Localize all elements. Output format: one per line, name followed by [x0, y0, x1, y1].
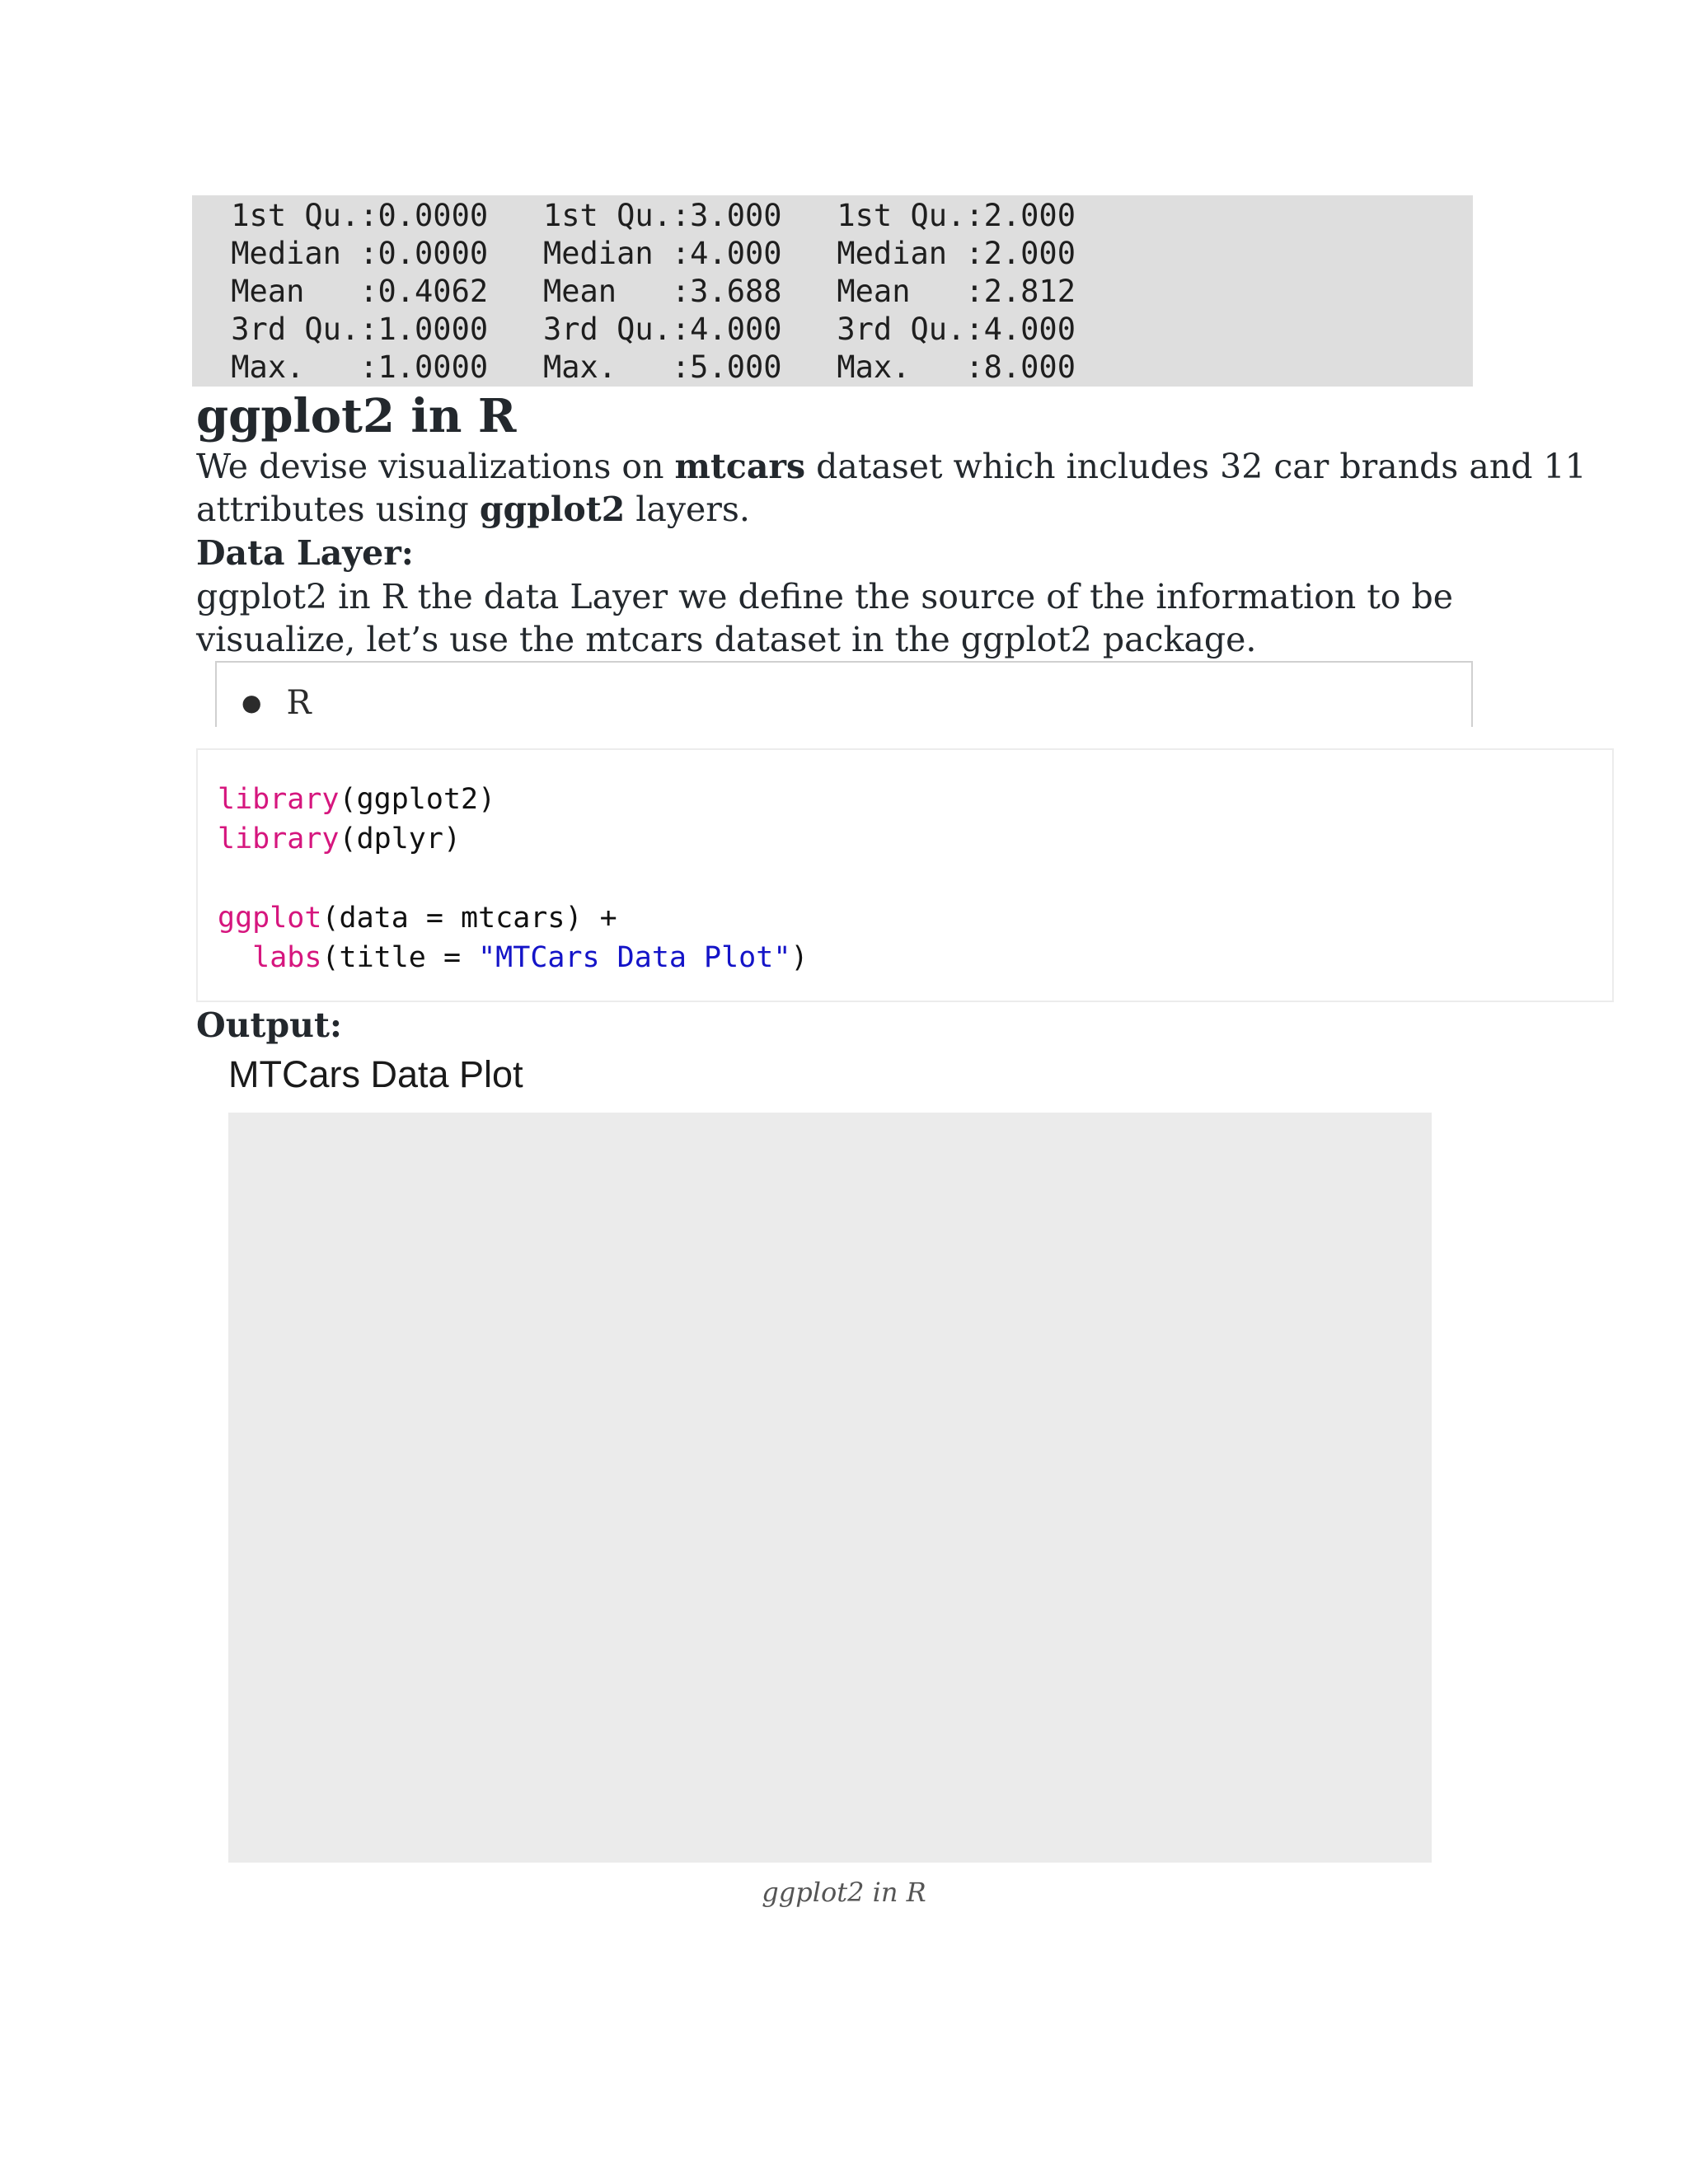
intro-text: attributes using — [196, 490, 480, 529]
summary-line: Max. :1.0000 Max. :5.000 Max. :8.000 — [213, 349, 1076, 385]
figure-caption: ggplot2 in R — [762, 1877, 926, 1908]
plot-title: MTCars Data Plot — [228, 1053, 523, 1095]
intro-bold-ggplot2: ggplot2 — [479, 490, 626, 529]
summary-line: 3rd Qu.:1.0000 3rd Qu.:4.000 3rd Qu.:4.000 — [213, 312, 1076, 347]
intro-line-1 — [196, 445, 1587, 488]
code-text: (data = mtcars) + — [321, 902, 617, 935]
code-line — [218, 898, 617, 938]
code-function: library — [218, 783, 340, 816]
intro-text: dataset which includes 32 car brands and 11 — [805, 447, 1587, 486]
code-function: ggplot — [218, 902, 322, 935]
code-string: "MTCars Data Plot" — [478, 941, 791, 974]
intro-bold-mtcars: mtcars — [674, 447, 806, 486]
tab-r-label: R — [286, 684, 312, 722]
plot-panel — [228, 1113, 1432, 1863]
code-indent — [218, 941, 252, 974]
tab-r[interactable] — [241, 682, 312, 724]
section-heading: ggplot2 in R — [196, 389, 517, 443]
code-function: labs — [252, 941, 322, 974]
summary-line: Mean :0.4062 Mean :3.688 Mean :2.812 — [213, 274, 1076, 309]
intro-text: We devise visualizations on — [196, 447, 675, 486]
data-layer-desc-line-1: ggplot2 in R the data Layer we define the source of the information to be — [196, 577, 1454, 616]
code-text: (title = — [321, 941, 479, 974]
code-function: library — [218, 823, 340, 855]
data-layer-heading: Data Layer: — [196, 533, 414, 573]
bullet-icon: ● — [241, 689, 262, 716]
code-block — [196, 748, 1614, 1002]
summary-line: 1st Qu.:0.0000 1st Qu.:3.000 1st Qu.:2.000 — [213, 198, 1076, 233]
summary-line: Median :0.0000 Median :4.000 Median :2.000 — [213, 236, 1076, 271]
code-line — [218, 938, 808, 977]
intro-text: layers. — [625, 490, 750, 529]
code-line — [218, 780, 495, 819]
data-layer-desc-line-2: visualize, let’s use the mtcars dataset in the ggplot2 package. — [196, 620, 1257, 659]
code-text: (dplyr) — [339, 823, 462, 855]
output-heading: Output: — [196, 1005, 343, 1045]
code-text: (ggplot2) — [339, 783, 496, 816]
intro-line-2 — [196, 488, 750, 531]
summary-output-block — [192, 195, 1473, 387]
code-text: ) — [790, 941, 809, 974]
code-line — [218, 819, 461, 859]
code-language-tabs — [215, 661, 1473, 727]
